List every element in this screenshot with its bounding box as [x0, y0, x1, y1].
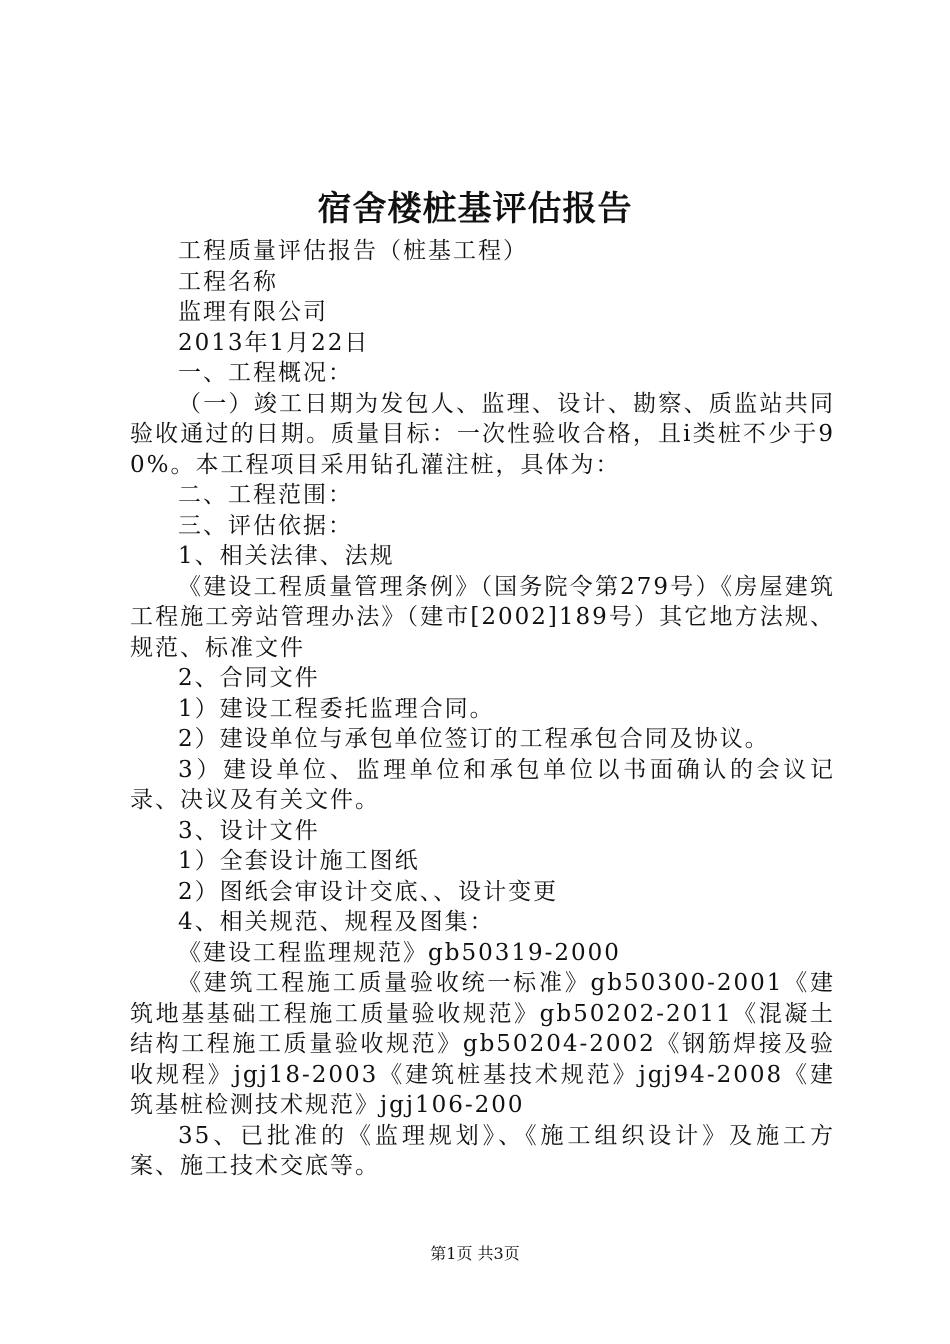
- heading-laws: 1、相关法律、法规: [178, 543, 395, 569]
- paragraph-report-type: 工程质量评估报告（桩基工程）: [178, 238, 528, 264]
- list-item-contract-3: 3）建设单位、监理单位和承包单位以书面确认的会议记录、决议及有关文件。: [130, 756, 835, 813]
- paragraph-date: 2013年1月22日: [178, 329, 370, 356]
- paragraph-standard-supervision: 《建设工程监理规范》gb50319-2000: [178, 939, 621, 966]
- paragraph-standards-list: 《建筑工程施工质量验收统一标准》gb50300-2001《建筑地基基础工程施工质量验收规范》gb50202-2011《混凝土结构工程施工质量验收规范》gb50204-2002《钢筋焊接及验收规程》jgj18-2003《建筑桩基技术规范》jgj94-2008《建筑基桩检测技术规范》jgj106-200: [130, 970, 835, 1118]
- heading-scope: 二、工程范围：: [178, 482, 353, 508]
- heading-design: 3、设计文件: [178, 817, 320, 844]
- paragraph-laws: 《建设工程质量管理条例》（国务院令第279号）《房屋建筑工程施工旁站管理办法》（建市[2002]189号）其它地方法规、规范、标准文件: [130, 573, 835, 661]
- heading-contracts: 2、合同文件: [178, 665, 320, 691]
- document-title: 宿舍楼桩基评估报告: [317, 189, 633, 229]
- list-item-design-2: 2）图纸会审设计交底、、设计变更: [178, 878, 559, 905]
- paragraph-overview: （一）竣工日期为发包人、监理、设计、勘察、质监站共同验收通过的日期。质量目标：一次性验收合格，且i类桩不少于90%。本工程项目采用钻孔灌注桩，具体为：: [130, 390, 835, 478]
- paragraph-approved-plans: 35、已批准的《监理规划》、《施工组织设计》及施工方案、施工技术交底等。: [130, 1122, 835, 1179]
- heading-standards: 4、相关规范、规程及图集：: [178, 909, 495, 935]
- heading-basis: 三、评估依据：: [178, 512, 353, 539]
- list-item-contract-1: 1）建设工程委托监理合同。: [178, 695, 495, 722]
- heading-overview: 一、工程概况：: [178, 360, 353, 386]
- paragraph-project-name: 工程名称: [178, 268, 278, 295]
- list-item-design-1: 1）全套设计施工图纸: [178, 848, 420, 874]
- paragraph-company: 监理有限公司: [178, 299, 328, 325]
- page-footer: 第1页 共3页: [430, 1244, 520, 1263]
- document-body: [130, 236, 835, 1182]
- list-item-contract-2: 2）建设单位与承包单位签订的工程承包合同及协议。: [178, 726, 770, 752]
